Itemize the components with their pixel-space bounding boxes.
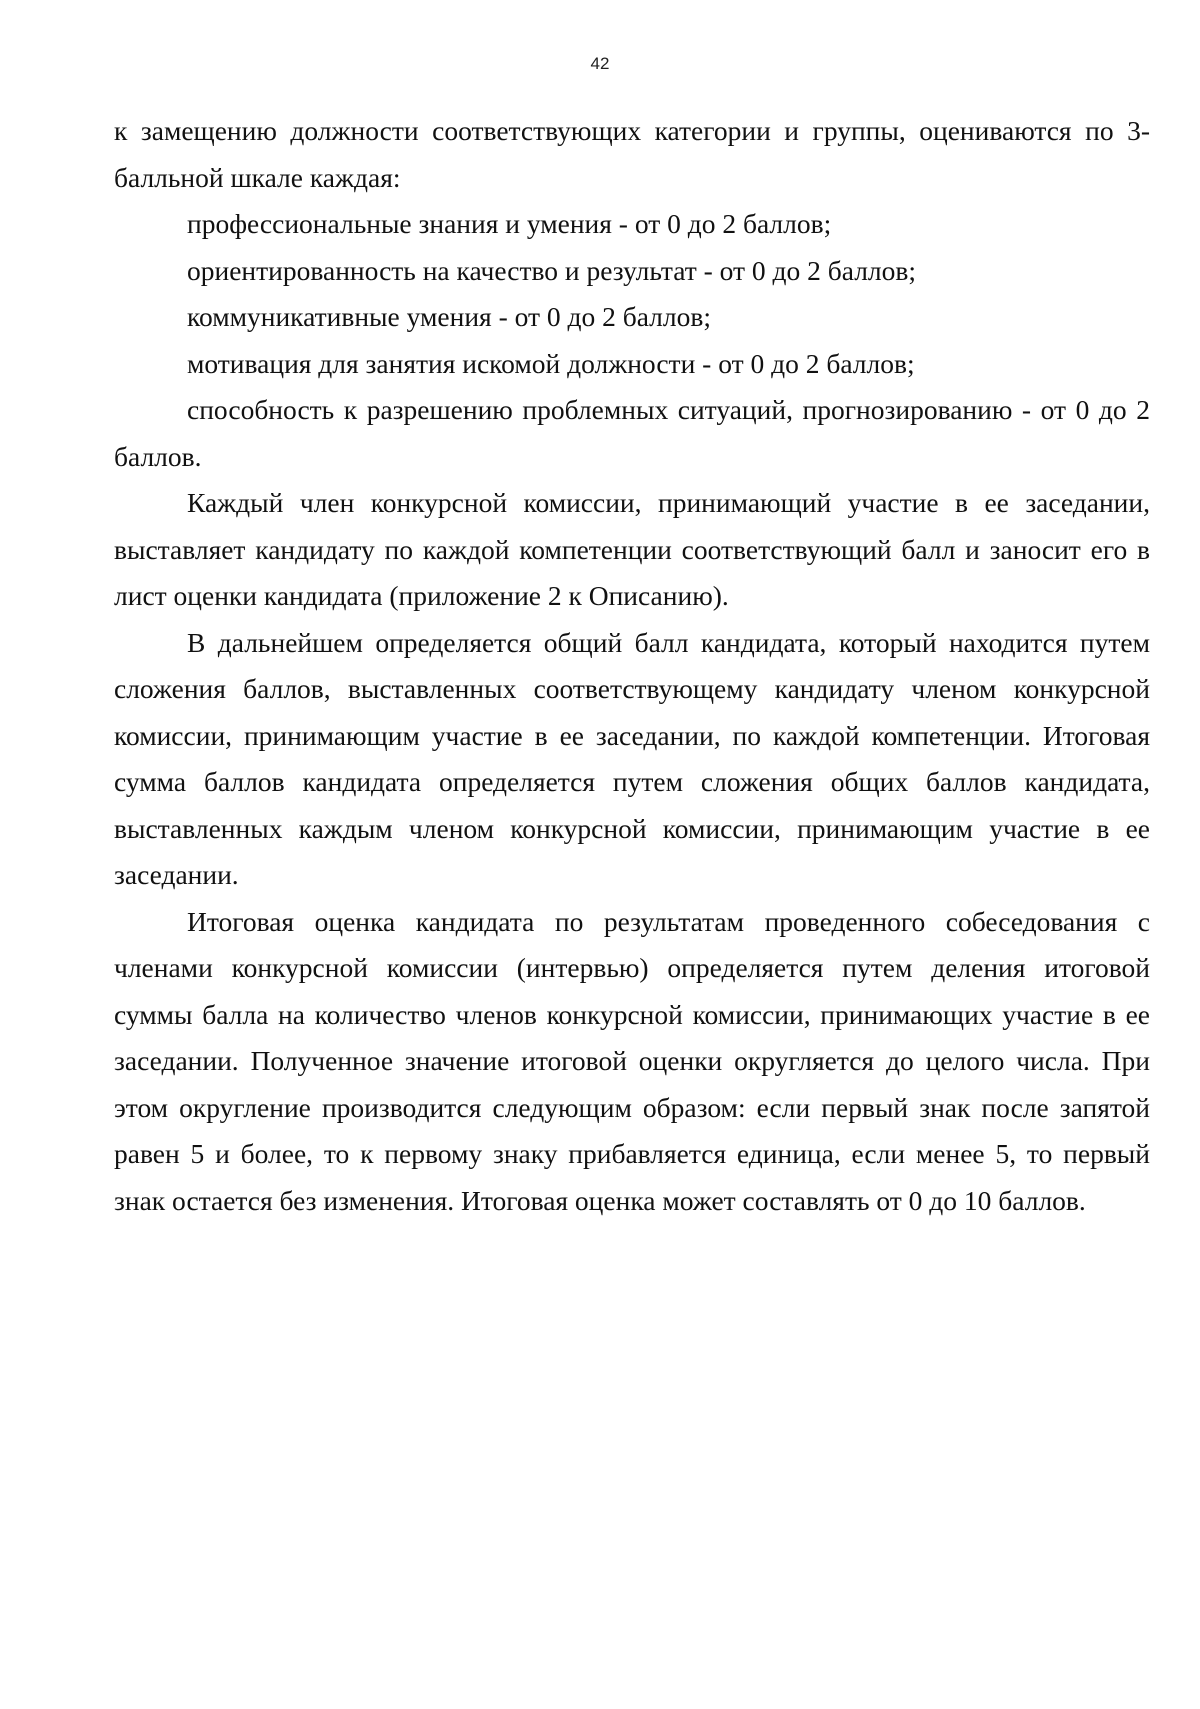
paragraph-continuation: к замещению должности соответствующих категории и группы, оцениваются по 3-балльной шкале каждая: <box>114 115 1150 193</box>
list-item-communication-skills: коммуникативные умения - от 0 до 2 баллов; <box>187 301 712 332</box>
list-item-problem-solving: способность к разрешению проблемных ситуаций, прогнозированию - от 0 до 2 баллов. <box>114 394 1150 472</box>
paragraph-total-score: В дальнейшем определяется общий балл кандидата, который находится путем сложения баллов, выставленных соответствующему кандидату членом конкурсной комиссии, принимающим участие в ее заседании, по каждой компетенции. Итоговая сумма баллов кандидата определяется путем сложения общих баллов кандидата, выставленных каждым членом конкурсной комиссии, принимающим участие в ее заседании. <box>114 626 1150 890</box>
page-number: 42 <box>590 54 610 73</box>
paragraph-commission-member-scoring: Каждый член конкурсной комиссии, принимающий участие в ее заседании, выставляет кандидату по каждой компетенции соответствующий балл и заносит его в лист оценки кандидата (приложение 2 к Описанию). <box>114 487 1150 611</box>
list-item-professional-knowledge: профессиональные знания и умения - от 0 до 2 баллов; <box>187 208 832 239</box>
paragraph-final-assessment: Итоговая оценка кандидата по результатам проведенного собеседования с членами конкурсной комиссии (интервью) определяется путем деления итоговой суммы балла на количество членов конкурсной комиссии, принимающих участие в ее заседании. Полученное значение итоговой оценки округляется до целого числа. При этом округление производится следующим образом: если первый знак после запятой равен 5 и более, то к первому знаку прибавляется единица, если менее 5, то первый знак остается без изменения. Итоговая оценка может составлять от 0 до 10 баллов. <box>114 905 1150 1216</box>
list-item-quality-orientation: ориентированность на качество и результат - от 0 до 2 баллов; <box>187 254 917 286</box>
document-body <box>114 108 1150 1224</box>
list-item-motivation: мотивация для занятия искомой должности - от 0 до 2 баллов; <box>187 347 915 379</box>
